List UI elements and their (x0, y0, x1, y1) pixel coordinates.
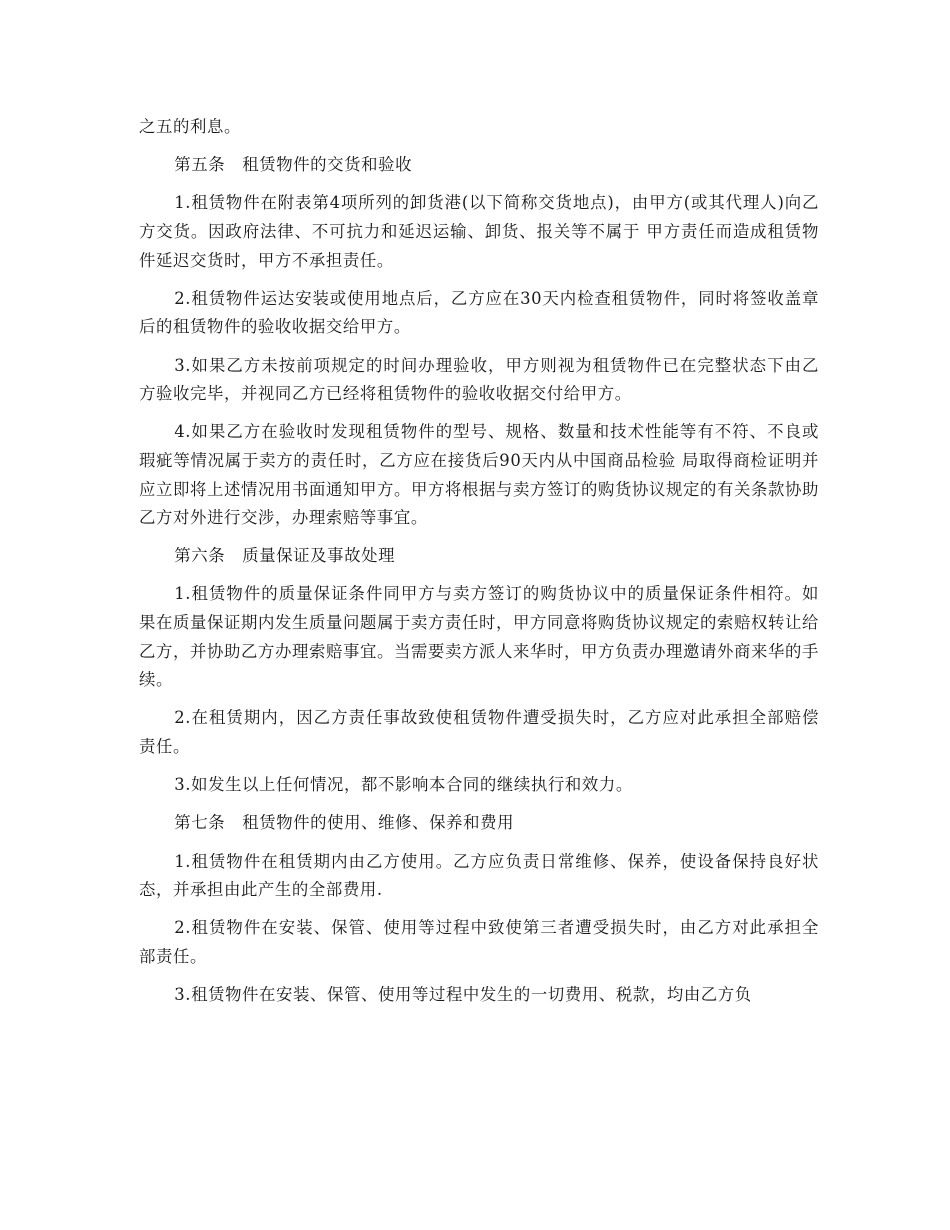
paragraph: 之五的利息。 (139, 117, 241, 136)
paragraph: 3.如发生以上任何情况，都不影响本合同的继续执行和效力。 (174, 775, 633, 795)
paragraph: 2.租赁物件运达安装或使用地点后，乙方应在30天内检查租赁物件，同时将签收盖章后的租赁物件的验收收据交给甲方。 (139, 288, 819, 337)
paragraph: 2.租赁物件在安装、保管、使用等过程中致使第三者遭受损失时，由乙方对此承担全部责任。 (139, 918, 819, 966)
document-body (139, 113, 819, 1010)
paragraph: 3.如果乙方未按前项规定的时间办理验收，甲方则视为租赁物件已在完整状态下由乙方验收完毕，并视同乙方已经将租赁物件的验收收据交付给甲方。 (139, 355, 819, 404)
paragraph: 1.租赁物件在租赁期内由乙方使用。乙方应负责日常维修、保养，使设备保持良好状态，并承担由此产生的全部费用. (139, 851, 819, 900)
paragraph: 3.租赁物件在安装、保管、使用等过程中发生的一切费用、税款，均由乙方负 (174, 985, 752, 1005)
paragraph: 2.在租赁期内，因乙方责任事故致使租赁物件遭受损失时，乙方应对此承担全部赔偿责任。 (139, 708, 819, 757)
paragraph: 1.租赁物件的质量保证条件同甲方与卖方签订的购货协议中的质量保证条件相符。如果在质量保证期内发生质量问题属于卖方责任时，甲方同意将购货协议规定的索赔权转让给乙方，并协助乙方办理索赔事宜。当需要卖方派人来华时，甲方负责办理邀请外商来华的手续。 (139, 584, 819, 690)
article-heading: 第五条 租赁物件的交货和验收 (174, 155, 413, 175)
paragraph: 4.如果乙方在验收时发现租赁物件的型号、规格、数量和技术性能等有不符、不良或瑕疵等情况属于卖方的责任时，乙方应在接货后90天内从中国商品检验 局取得商检证明并应立即将上述情况用书面通知甲方。甲方将根据与卖方签订的购货协议规定的有关条款协助乙方对外进行交涉，办理索赔等事宜。 (139, 422, 819, 528)
paragraph: 1.租赁物件在附表第4项所列的卸货港(以下简称交货地点)，由甲方(或其代理人)向乙方交货。因政府法律、不可抗力和延迟运输、卸货、报关等不属于 甲方责任而造成租赁物件延迟交货时，甲方不承担责任。 (139, 193, 819, 270)
article-heading: 第六条 质量保证及事故处理 (174, 546, 396, 566)
article-heading: 第七条 租赁物件的使用、维修、保养和费用 (174, 813, 515, 833)
